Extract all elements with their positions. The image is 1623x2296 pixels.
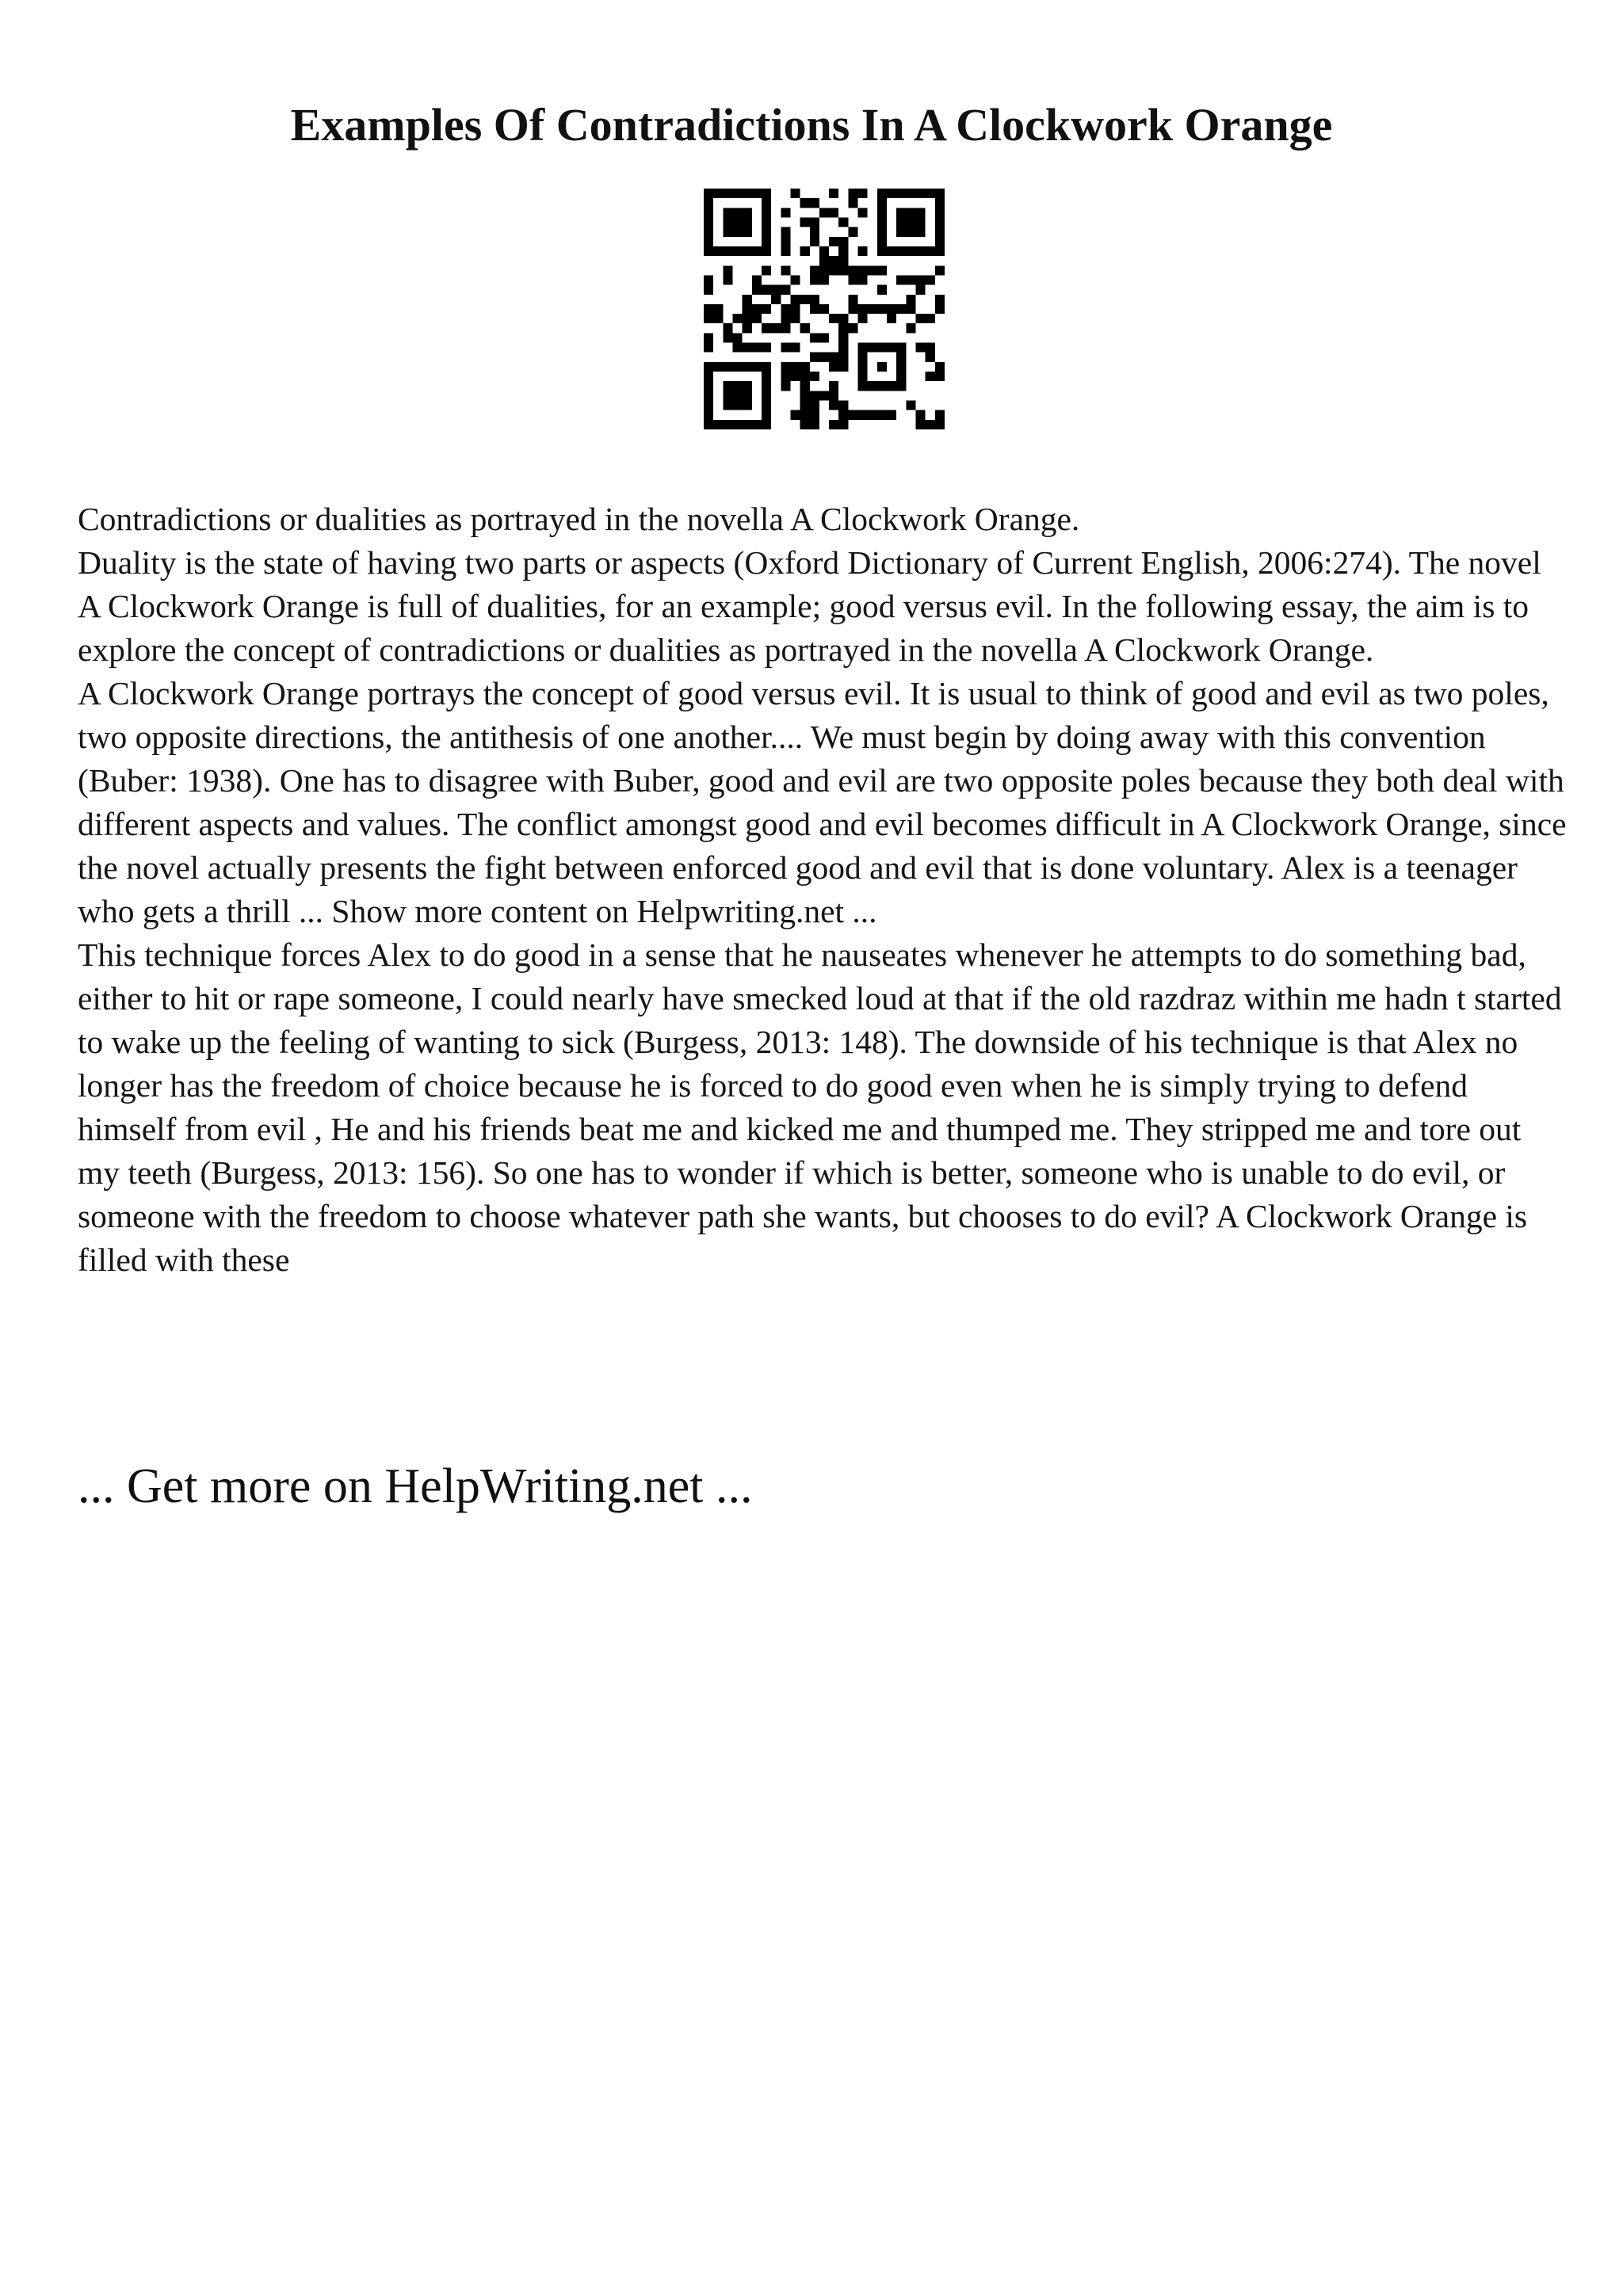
get-more-link[interactable]: ... Get more on HelpWriting.net ...: [78, 1459, 753, 1513]
paragraph: Contradictions or dualities as portrayed in the novella A Clockwork Orange.: [78, 501, 1080, 537]
paragraph: This technique forces Alex to do good in a sense that he nauseates whenever he attempts to do something bad, either to hit or rape someone, I could nearly have smecked loud at that if the old razdraz within me hadn t started to wake up the feeling of wanting to sick (Burgess, 2013: 148). The downside of his technique is that Alex no longer has the freedom of choice because he is forced to do good even when he is simply trying to defend himself from evil , He and his friends beat me and kicked me and thumped me. They stripped me and tore out my teeth (Burgess, 2013: 156). So one has to wonder if which is better, someone who is unable to do evil, or someone with the freedom to choose whatever path she wants, but chooses to do evil? A Clockwork Orange is filled with these: [78, 936, 1562, 1278]
paragraph: Duality is the state of having two parts or aspects (Oxford Dictionary of Current English, 2006:274). The novel A Clockwork Orange is full of dualities, for an example; good versus evil. In the following essay, the aim is to explore the concept of contradictions or dualities as portrayed in the novella A Clockwork Orange.: [78, 544, 1541, 668]
qr-code-icon: [704, 189, 945, 429]
page-title: Examples Of Contradictions In A Clockwork Orange: [290, 99, 1333, 151]
essay-body: [78, 498, 1568, 1282]
paragraph: A Clockwork Orange portrays the concept of good versus evil. It is usual to think of good and evil as two poles, two opposite directions, the antithesis of one another.... We must begin by doing away with this convention (Buber: 1938). One has to disagree with Buber, good and evil are two opposite poles because they both deal with different aspects and values. The conflict amongst good and evil becomes difficult in A Clockwork Orange, since the novel actually presents the fight between enforced good and evil that is done voluntary. Alex is a teenager who gets a thrill ... Show more content on Helpwriting.net ...: [78, 675, 1567, 929]
